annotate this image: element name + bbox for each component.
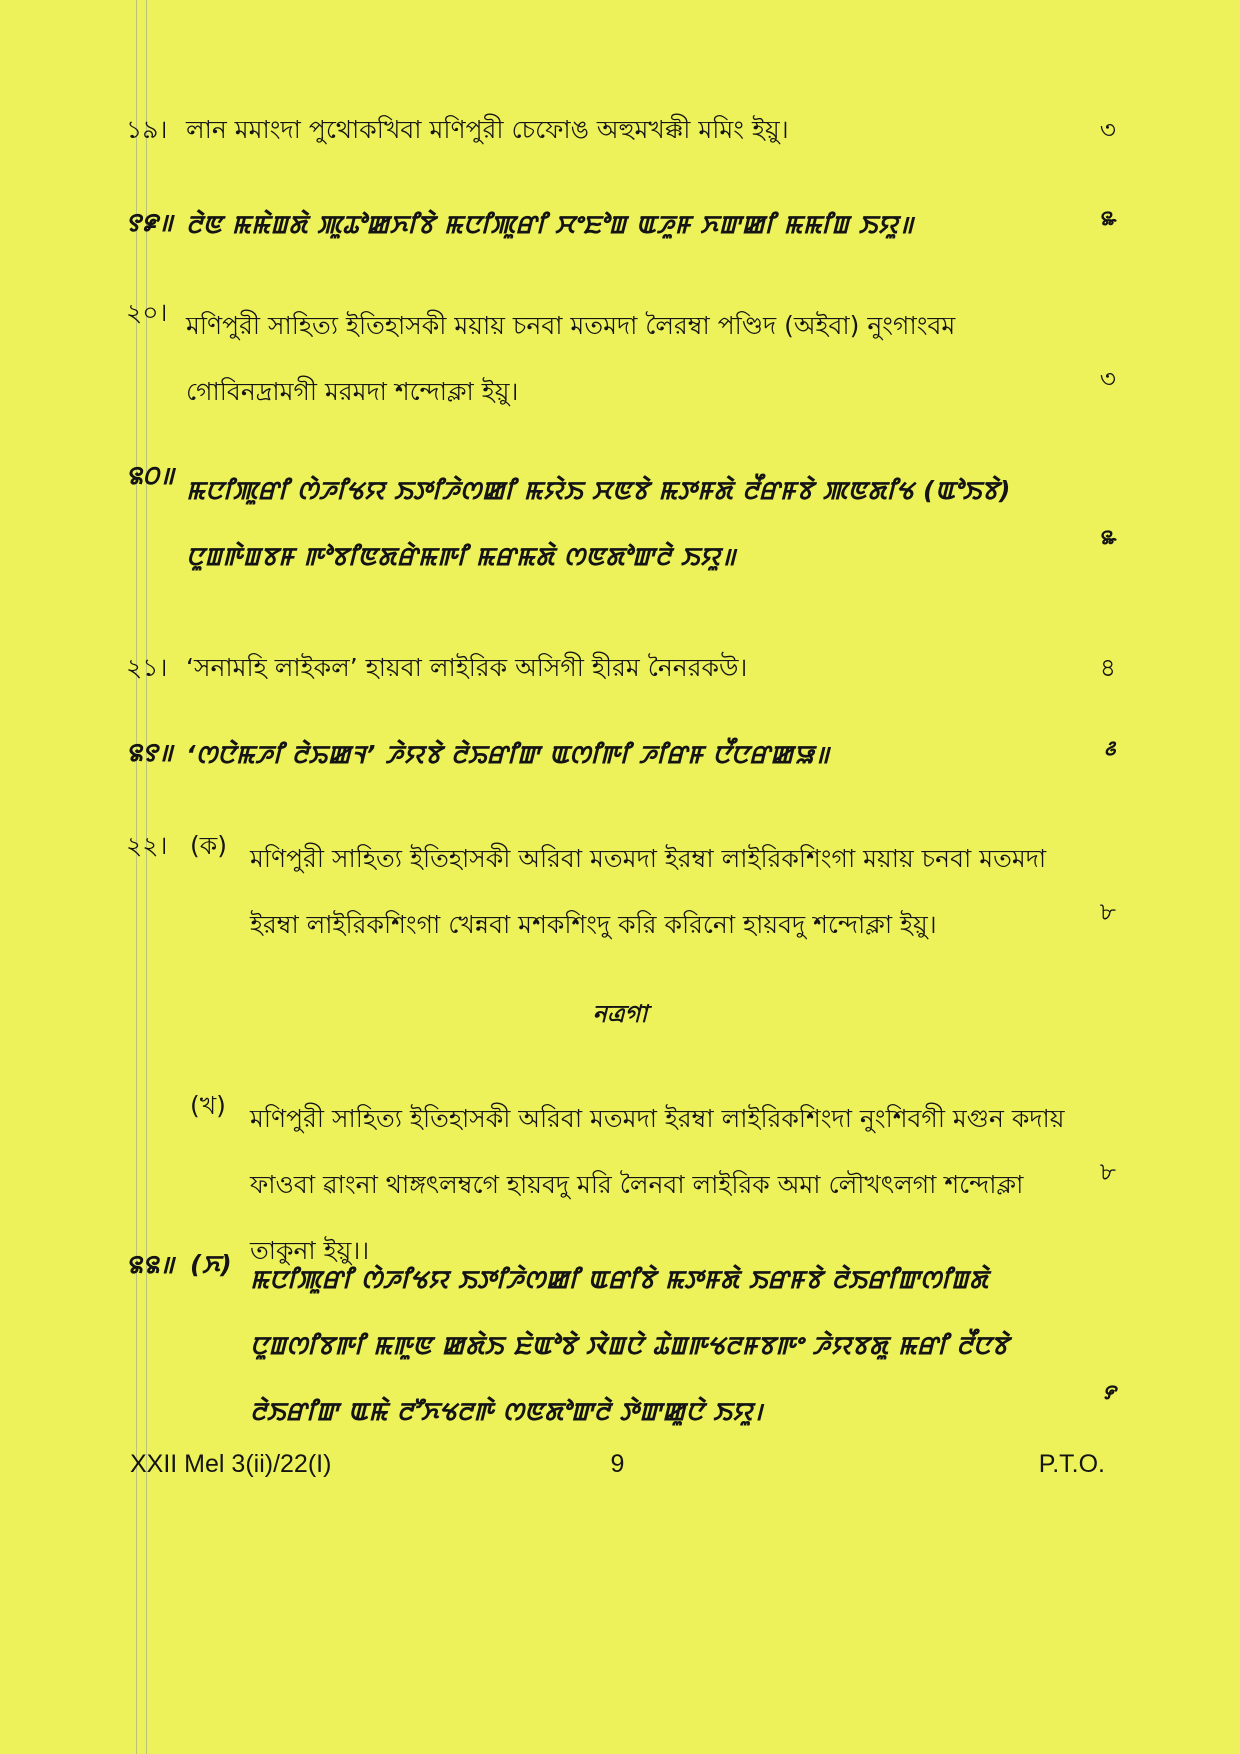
question-marks: ৩: [1099, 364, 1116, 393]
page-number: 9: [610, 1450, 625, 1478]
question-text: লান মমাংদা পুথোকখিবা মণিপুরী চেফোঙ অহুমখক্কী মমিং ইয়ু।: [186, 115, 789, 144]
question-marks: ৮: [1099, 897, 1116, 926]
option-label: (ক): [190, 831, 227, 860]
question-text: ꯃꯅꯤꯄꯨꯔꯤ ꯁꯥꯍꯤꯠꯌ ꯏꯇꯤꯍꯥꯁꯀꯤ ꯑꯔꯤꯕꯥ ꯃꯇꯝꯗꯥ ꯏꯔꯝꯕꯥ ꯂꯥꯏꯔꯤꯛꯁꯤꯡꯗꯥ ꯅꯨꯡꯁꯤꯕꯒꯤ ꯃꯒꯨꯟ ꯀꯗꯥꯏ ꯐꯥꯑꯣꯕꯥ ꯋꯥꯡꯅꯥ ꯊꯥꯡꯒꯠꯂꯝꯕꯒꯦ ꯍꯥꯌꯕꯗꯨ ꯃꯔꯤ ꯂꯩꯅꯕꯥ ꯂꯥꯏꯔꯤꯛ ꯑꯃꯥ ꯂꯧꯈꯠꯂꯒꯥ ꯁꯟꯗꯣꯛꯂꯥ ꯇꯥꯛꯀꯨꯅꯥ ꯏꯌꯨ।: [250, 1265, 1009, 1426]
question-number: ২২।: [126, 831, 168, 860]
option-label: (ꯈ): [190, 1250, 233, 1279]
question-marks: ꯴: [1104, 736, 1116, 760]
question-number: ꯲꯰॥: [126, 461, 175, 490]
question-text: ꯂꯥꯟ ꯃꯃꯥꯡꯗꯥ ꯄꯨꯊꯣꯀꯈꯤꯕꯥ ꯃꯅꯤꯄꯨꯔꯤ ꯆꯦꯐꯣꯡ ꯑꯍꯨꯝ ꯈꯛꯀꯤ ꯃꯃꯤꯡ ꯏꯌꯨ॥: [186, 210, 914, 239]
question-marks: ৩: [1099, 115, 1116, 144]
question-number: ২১।: [126, 653, 168, 682]
question-text: মণিপুরী সাহিত্য ইতিহাসকী ময়ায় চনবা মতমদা লৈরম্বা পণ্ডিদ (অইবা) নুংগাংবম গোবিনদ্রামগী মরমদা শন্দোক্লা ইয়ু।: [186, 311, 956, 406]
question-number: ২০।: [126, 298, 168, 327]
question-number: ꯲꯲॥: [126, 1250, 175, 1279]
question-text: ꯃꯅꯤꯄꯨꯔꯤ ꯁꯥꯍꯤꯠꯌ ꯏꯇꯤꯍꯥꯁꯀꯤ ꯃꯌꯥꯏ ꯆꯟꯕꯥ ꯃꯇꯝꯗꯥ ꯂꯩꯔꯝꯕꯥ ꯄꯟꯗꯤꯠ (ꯑꯣꯏꯕꯥ) ꯅꯨꯡꯒꯥꯡꯕꯝ ꯒꯣꯕꯤꯟꯗꯔꯥꯃꯒꯤ ꯃꯔꯃꯗꯥ ꯁꯟꯗꯣꯛꯂꯥ ꯏꯌꯨ॥: [186, 476, 1011, 571]
please-turn-over: P.T.O.: [1038, 1450, 1105, 1478]
question-number: ১৯।: [126, 115, 168, 144]
question-text: ‘সনামহি লাইকল’ হায়বা লাইরিক অসিগী হীরম নৈনরকউ।: [186, 653, 748, 682]
paper-code: XXII Mel 3(ii)/22(I): [130, 1450, 332, 1478]
question-text: মণিপুরী সাহিত্য ইতিহাসকী অরিবা মতমদা ইরম্বা লাইরিকশিংদা নুংশিবগী মগুন কদায় ফাওবা ৱাংনা থাঙ্গৎলম্বগে হায়বদু মরি লৈনবা লাইরিক অমা লৌখৎলগা শন্দোক্লা তাকুনা ইয়ু।।: [250, 1104, 1065, 1265]
question-marks: ꯸: [1102, 1380, 1116, 1404]
question-text: ‘ꯁꯅꯥꯃꯍꯤ ꯂꯥꯢꯀꯜ’ ꯍꯥꯌꯕꯥ ꯂꯥꯢꯔꯤꯛ ꯑꯁꯤꯒꯤ ꯍꯤꯔꯝ ꯅꯩꯅꯔꯀꯎ॥: [186, 740, 830, 769]
question-marks: ꯳: [1098, 525, 1116, 549]
option-label: (খ): [190, 1091, 226, 1120]
question-marks: ৮: [1099, 1157, 1116, 1186]
question-number: ꯲꯱॥: [126, 738, 174, 767]
question-number: ꯱꯹॥: [126, 208, 174, 237]
question-marks: ꯳: [1098, 206, 1116, 230]
question-text: মণিপুরী সাহিত্য ইতিহাসকী অরিবা মতমদা ইরম্বা লাইরিকশিংগা ময়ায় চনবা মতমদা ইরম্বা লাইরিকশিংগা খেন্নবা মশকশিংদু করি করিনো হায়বদু শন্দোক্লা ইয়ু।: [250, 844, 1047, 939]
question-marks: ৪: [1099, 653, 1116, 682]
or-heading: নত্রগা: [592, 1000, 648, 1028]
